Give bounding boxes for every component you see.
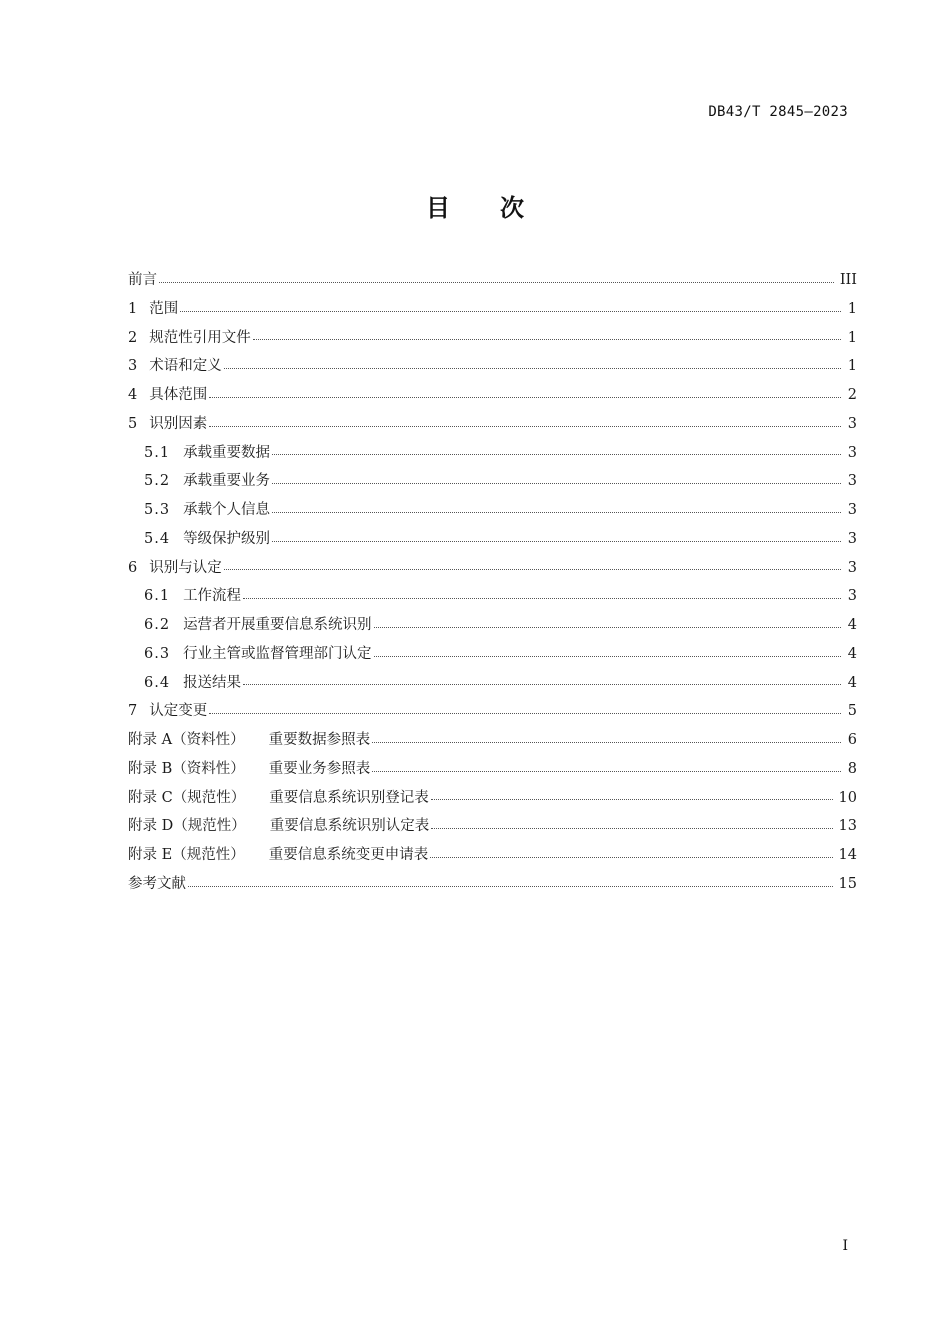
leader-dots <box>272 483 841 484</box>
toc-entry-page: 6 <box>847 732 857 749</box>
toc-entry-identification-factors[interactable] <box>128 410 857 439</box>
toc-entry-page: 4 <box>847 645 857 662</box>
toc-entry-label: 附录 B（资料性） <box>128 760 245 777</box>
leader-dots <box>431 828 832 829</box>
toc-entry-number: 6.4 <box>144 674 171 691</box>
toc-entry-6-2[interactable] <box>128 611 857 640</box>
toc-entry-label: 前言 <box>128 272 157 289</box>
toc-entry-label: 参考文献 <box>128 875 186 892</box>
leader-dots <box>180 311 841 312</box>
leader-dots <box>374 656 841 657</box>
toc-entry-label: 等级保护级别 <box>183 530 271 547</box>
toc-entry-appendix-d[interactable] <box>128 812 857 841</box>
toc-entry-page: 8 <box>847 760 857 777</box>
toc-entry-label: 识别与认定 <box>149 559 222 576</box>
toc-entry-number: 5.2 <box>144 473 171 490</box>
leader-dots <box>209 713 841 714</box>
toc-entry-appendix-a[interactable] <box>128 726 857 755</box>
toc-entry-label: 行业主管或监督管理部门认定 <box>183 645 372 662</box>
toc-entry-6-3[interactable] <box>128 640 857 669</box>
toc-entry-label: 识别因素 <box>149 415 208 432</box>
toc-entry-scope[interactable] <box>128 295 857 324</box>
toc-entry-page: 2 <box>847 387 857 404</box>
toc-entry-6-4[interactable] <box>128 669 857 698</box>
toc-entry-page: 3 <box>847 559 857 576</box>
toc-entry-number: 5.3 <box>144 502 171 519</box>
toc-entry-specific-scope[interactable] <box>128 381 857 410</box>
page-number: I <box>842 1238 848 1254</box>
leader-dots <box>272 512 841 513</box>
toc-entry-number: 5.1 <box>144 444 171 461</box>
toc-entry-page: 13 <box>838 818 857 835</box>
toc-entry-5-2[interactable] <box>128 467 857 496</box>
toc-entry-number: 6.1 <box>144 588 171 605</box>
toc-entry-number: 5.4 <box>144 530 171 547</box>
toc-entry-identification-and-determination[interactable] <box>128 554 857 583</box>
toc-entry-label: 术语和定义 <box>149 358 222 375</box>
toc-entry-page: 1 <box>847 358 857 375</box>
toc-entry-label: 认定变更 <box>149 703 208 720</box>
toc-entry-page: 3 <box>847 415 857 432</box>
toc-entry-page: 1 <box>847 300 857 317</box>
toc-entry-page: 1 <box>847 329 857 346</box>
toc-entry-page: 3 <box>847 502 857 519</box>
toc-entry-foreword[interactable] <box>128 266 857 295</box>
leader-dots <box>431 799 833 800</box>
leader-dots <box>430 857 832 858</box>
toc-entry-5-1[interactable] <box>128 439 857 468</box>
leader-dots <box>272 541 841 542</box>
leader-dots <box>159 282 834 283</box>
toc-entry-number: 3 <box>128 358 138 375</box>
leader-dots <box>253 339 841 340</box>
toc-entry-number: 1 <box>128 300 138 317</box>
leader-dots <box>209 397 841 398</box>
page-title: 目次 <box>426 194 574 222</box>
toc-entry-appendix-title: 重要数据参照表 <box>268 732 371 749</box>
document-code: DB43/T 2845—2023 <box>708 104 848 120</box>
toc-entry-6-1[interactable] <box>128 582 857 611</box>
toc-entry-bibliography[interactable] <box>128 870 857 899</box>
toc-entry-label: 承载个人信息 <box>183 502 271 519</box>
toc-entry-label: 承载重要数据 <box>183 444 271 461</box>
leader-dots <box>243 598 841 599</box>
toc-entry-page: 14 <box>838 847 857 864</box>
table-of-contents <box>128 266 857 899</box>
toc-entry-appendix-title: 重要信息系统识别登记表 <box>269 789 429 806</box>
toc-entry-appendix-e[interactable] <box>128 841 857 870</box>
toc-entry-appendix-title: 重要信息系统变更申请表 <box>268 847 429 864</box>
toc-entry-normative-references[interactable] <box>128 324 857 353</box>
toc-entry-label: 承载重要业务 <box>183 473 271 490</box>
toc-entry-page: 3 <box>847 473 857 490</box>
toc-entry-label: 运营者开展重要信息系统识别 <box>183 617 372 634</box>
toc-entry-page: III <box>839 272 857 289</box>
toc-entry-page: 3 <box>847 530 857 547</box>
leader-dots <box>372 742 841 743</box>
toc-entry-page: 10 <box>838 789 857 806</box>
toc-entry-appendix-b[interactable] <box>128 755 857 784</box>
toc-entry-page: 4 <box>847 617 857 634</box>
toc-entry-appendix-c[interactable] <box>128 784 857 813</box>
leader-dots <box>243 684 841 685</box>
toc-entry-5-4[interactable] <box>128 525 857 554</box>
toc-entry-page: 3 <box>847 588 857 605</box>
toc-entry-number: 6 <box>128 559 138 576</box>
toc-entry-label: 报送结果 <box>183 674 242 691</box>
toc-entry-number: 2 <box>128 329 138 346</box>
leader-dots <box>224 368 841 369</box>
toc-entry-5-3[interactable] <box>128 496 857 525</box>
toc-entry-page: 5 <box>847 703 857 720</box>
toc-entry-terms[interactable] <box>128 352 857 381</box>
toc-entry-label: 附录 D（规范性） <box>128 818 246 835</box>
leader-dots <box>374 627 841 628</box>
toc-entry-page: 4 <box>847 674 857 691</box>
toc-entry-label: 具体范围 <box>149 387 208 404</box>
toc-entry-number: 6.3 <box>144 645 171 662</box>
toc-entry-label: 工作流程 <box>183 588 242 605</box>
toc-entry-number: 5 <box>128 415 138 432</box>
toc-entry-page: 15 <box>838 875 857 892</box>
leader-dots <box>224 569 841 570</box>
toc-entry-label: 规范性引用文件 <box>149 329 251 346</box>
toc-entry-number: 6.2 <box>144 617 171 634</box>
toc-entry-number: 7 <box>128 703 138 720</box>
leader-dots <box>209 426 841 427</box>
leader-dots <box>188 886 833 887</box>
toc-entry-appendix-title: 重要业务参照表 <box>268 760 371 777</box>
toc-entry-determination-change[interactable] <box>128 697 857 726</box>
toc-entry-label: 附录 E（规范性） <box>128 847 245 864</box>
toc-entry-label: 范围 <box>149 300 179 317</box>
toc-entry-number: 4 <box>128 387 138 404</box>
toc-entry-label: 附录 C（规范性） <box>128 789 246 806</box>
toc-entry-appendix-title: 重要信息系统识别认定表 <box>269 818 430 835</box>
toc-entry-label: 附录 A（资料性） <box>128 732 245 749</box>
leader-dots <box>272 454 841 455</box>
leader-dots <box>372 771 841 772</box>
toc-entry-page: 3 <box>847 444 857 461</box>
